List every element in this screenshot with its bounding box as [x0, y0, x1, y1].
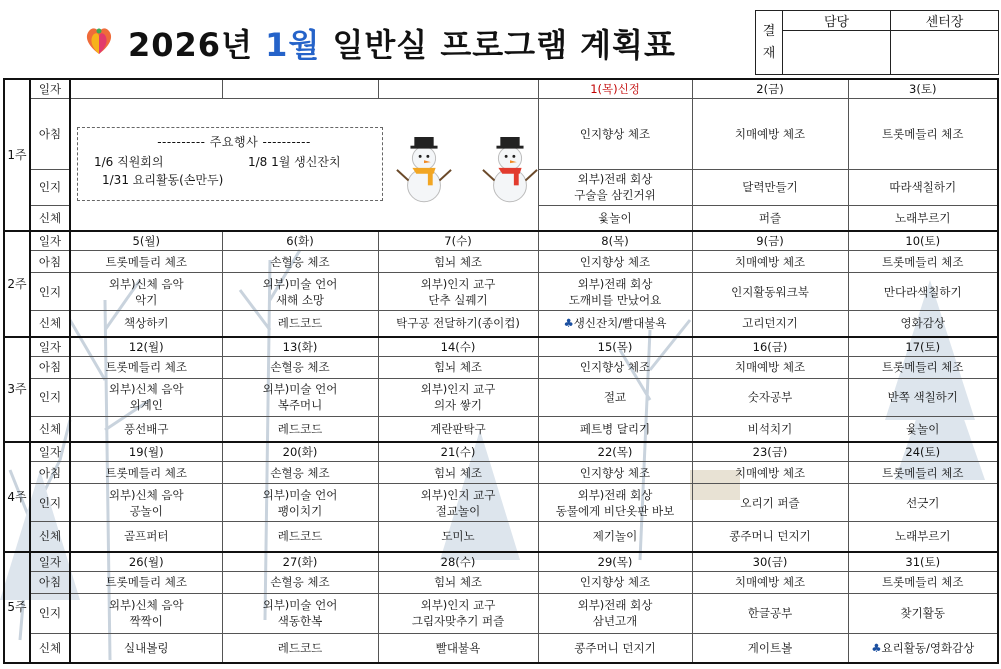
- cognitive-cell: 절교: [538, 378, 692, 416]
- morning-cell: 트롯메들리 체조: [848, 356, 998, 378]
- cognitive-cell: 한글공부: [692, 593, 848, 633]
- cognitive-cell: 반쪽 색칠하기: [848, 378, 998, 416]
- row-label-cognitive: 인지: [30, 273, 70, 311]
- date-cell: 14(수): [378, 337, 538, 357]
- cognitive-cell: 외부)미술 언어 팽이치기: [222, 484, 378, 522]
- week5-cognitive-row: [4, 593, 998, 633]
- cognitive-cell: 달력만들기: [692, 169, 848, 205]
- physical-cell: 레드코드: [222, 416, 378, 442]
- week-label: 3주: [4, 337, 30, 443]
- date-cell: 24(토): [848, 442, 998, 462]
- approval-col-2: 센터장: [891, 11, 999, 31]
- week5-morning-row: [4, 571, 998, 593]
- date-cell: 20(화): [222, 442, 378, 462]
- morning-cell: 인지향상 체조: [538, 571, 692, 593]
- morning-cell: 힘뇌 체조: [378, 571, 538, 593]
- cognitive-cell: 외부)인지 교구 의자 쌓기: [378, 378, 538, 416]
- events-box: [77, 127, 383, 201]
- morning-cell: 인지향상 체조: [538, 462, 692, 484]
- week2-cognitive-row: [4, 273, 998, 311]
- date-cell: 2(금): [692, 79, 848, 99]
- physical-cell: 제기놀이: [538, 522, 692, 552]
- row-label-cognitive: 인지: [30, 169, 70, 205]
- row-label-physical: 신체: [30, 205, 70, 231]
- week4-date-row: [4, 442, 998, 462]
- week3-cognitive-row: [4, 378, 998, 416]
- physical-cell: 탁구공 전달하기(종이컵): [378, 311, 538, 337]
- cognitive-cell: 외부)미술 언어 새해 소망: [222, 273, 378, 311]
- row-label-morning: 아침: [30, 571, 70, 593]
- spade-icon: ♣: [871, 640, 882, 655]
- cognitive-cell: 외부)미술 언어 복주머니: [222, 378, 378, 416]
- cognitive-cell: 만다라색칠하기: [848, 273, 998, 311]
- date-cell: 10(토): [848, 231, 998, 251]
- page-title: [128, 20, 676, 66]
- approval-sign-2[interactable]: [891, 31, 999, 75]
- cognitive-cell: 외부)신체 음악 짝짝이: [70, 593, 222, 633]
- events-cell: [70, 99, 538, 232]
- physical-cell: ♣요리활동/영화감상: [848, 633, 998, 663]
- morning-cell: 손혈응 체조: [222, 251, 378, 273]
- date-cell: 9(금): [692, 231, 848, 251]
- week3-morning-row: [4, 356, 998, 378]
- morning-cell: 손혈응 체조: [222, 462, 378, 484]
- physical-cell: 영화감상: [848, 311, 998, 337]
- physical-cell: 레드코드: [222, 633, 378, 663]
- morning-cell: 치매예방 체조: [692, 462, 848, 484]
- week-label: 2주: [4, 231, 30, 337]
- morning-cell: 트롯메들리 체조: [70, 571, 222, 593]
- week3-physical-row: [4, 416, 998, 442]
- physical-cell: 윷놀이: [538, 205, 692, 231]
- snowman-icon: [395, 127, 453, 205]
- morning-cell: 트롯메들리 체조: [70, 356, 222, 378]
- week5-physical-row: [4, 633, 998, 663]
- morning-cell: 치매예방 체조: [692, 356, 848, 378]
- date-cell: 7(수): [378, 231, 538, 251]
- week5-date-row: [4, 552, 998, 572]
- week2-physical-row: [4, 311, 998, 337]
- date-cell: 29(목): [538, 552, 692, 572]
- event-item: 1/8 1월 생신잔치: [248, 154, 341, 169]
- morning-cell: 트롯메들리 체조: [848, 251, 998, 273]
- morning-cell: 트롯메들리 체조: [70, 251, 222, 273]
- week4-physical-row: [4, 522, 998, 552]
- morning-cell: 힘뇌 체조: [378, 356, 538, 378]
- morning-cell: 트롯메들리 체조: [848, 462, 998, 484]
- physical-cell: 실내볼링: [70, 633, 222, 663]
- date-cell: 16(금): [692, 337, 848, 357]
- row-label-date: 일자: [30, 337, 70, 357]
- date-cell: 6(화): [222, 231, 378, 251]
- physical-cell: 레드코드: [222, 311, 378, 337]
- morning-cell: 손혈응 체조: [222, 356, 378, 378]
- cognitive-cell: 인지활동워크북: [692, 273, 848, 311]
- week2-date-row: [4, 231, 998, 251]
- week2-morning-row: [4, 251, 998, 273]
- physical-cell: 비석치기: [692, 416, 848, 442]
- physical-cell: 노래부르기: [848, 205, 998, 231]
- row-label-morning: 아침: [30, 356, 70, 378]
- date-cell: 30(금): [692, 552, 848, 572]
- date-cell: 19(월): [70, 442, 222, 462]
- date-cell: [378, 79, 538, 99]
- title-month: 1월: [265, 26, 321, 64]
- cognitive-cell: 숫자공부: [692, 378, 848, 416]
- approval-col-1: 담당: [783, 11, 891, 31]
- physical-cell: 계란판탁구: [378, 416, 538, 442]
- date-cell: [222, 79, 378, 99]
- morning-cell: 트롯메들리 체조: [848, 99, 998, 170]
- row-label-morning: 아침: [30, 99, 70, 170]
- date-cell: 17(토): [848, 337, 998, 357]
- morning-cell: 힘뇌 체조: [378, 251, 538, 273]
- row-label-physical: 신체: [30, 311, 70, 337]
- row-label-date: 일자: [30, 442, 70, 462]
- date-cell: 31(토): [848, 552, 998, 572]
- row-label-cognitive: 인지: [30, 378, 70, 416]
- morning-cell: 힘뇌 체조: [378, 462, 538, 484]
- cognitive-cell: 외부)신체 음악 외계인: [70, 378, 222, 416]
- date-cell: 3(토): [848, 79, 998, 99]
- week4-morning-row: [4, 462, 998, 484]
- row-label-physical: 신체: [30, 416, 70, 442]
- physical-cell: 빨대불욕: [378, 633, 538, 663]
- morning-cell: 인지향상 체조: [538, 356, 692, 378]
- morning-cell: 치매예방 체조: [692, 251, 848, 273]
- row-label-date: 일자: [30, 79, 70, 99]
- date-cell: 8(목): [538, 231, 692, 251]
- snowman-icon: [481, 127, 538, 205]
- row-label-cognitive: 인지: [30, 484, 70, 522]
- week1-morning-row: [4, 99, 998, 170]
- row-label-date: 일자: [30, 552, 70, 572]
- week3-date-row: [4, 337, 998, 357]
- cognitive-cell: 찾기활동: [848, 593, 998, 633]
- cognitive-cell: 외부)미술 언어 색동한복: [222, 593, 378, 633]
- cognitive-cell: 선긋기: [848, 484, 998, 522]
- physical-cell: 콩주머니 던지기: [538, 633, 692, 663]
- week-label: 1주: [4, 79, 30, 231]
- morning-cell: 손혈응 체조: [222, 571, 378, 593]
- physical-cell: 레드코드: [222, 522, 378, 552]
- cognitive-cell: 외부)인지 교구 단추 실꿰기: [378, 273, 538, 311]
- cognitive-cell: 외부)인지 교구 절교놀이: [378, 484, 538, 522]
- week4-cognitive-row: [4, 484, 998, 522]
- cognitive-cell: 오리기 퍼즐: [692, 484, 848, 522]
- title-year: 2026년: [128, 26, 253, 64]
- cognitive-cell: 외부)인지 교구 그림자맞추기 퍼즐: [378, 593, 538, 633]
- events-title: ---------- 주요행사 ----------: [157, 134, 311, 149]
- approval-label: 결 재: [756, 11, 783, 75]
- row-label-morning: 아침: [30, 251, 70, 273]
- cognitive-cell: 외부)신체 음악 공놀이: [70, 484, 222, 522]
- event-item: 1/6 직원회의: [94, 154, 164, 169]
- physical-cell: ♣생신잔치/빨대불욕: [538, 311, 692, 337]
- row-label-date: 일자: [30, 231, 70, 251]
- heart-logo-icon: [84, 24, 114, 56]
- morning-cell: 치매예방 체조: [692, 571, 848, 593]
- date-cell: 28(수): [378, 552, 538, 572]
- row-label-physical: 신체: [30, 633, 70, 663]
- morning-cell: 트롯메들리 체조: [848, 571, 998, 593]
- physical-cell: 퍼즐: [692, 205, 848, 231]
- date-cell: 5(월): [70, 231, 222, 251]
- approval-box: [755, 10, 999, 75]
- row-label-physical: 신체: [30, 522, 70, 552]
- cognitive-cell: 외부)전래 회상 도깨비를 만났어요: [538, 273, 692, 311]
- event-item: 1/31 요리활동(손만두): [102, 172, 224, 187]
- date-cell: 26(월): [70, 552, 222, 572]
- date-cell: 21(수): [378, 442, 538, 462]
- cognitive-cell: 외부)전래 회상 구술을 삼킨거위: [538, 169, 692, 205]
- week-label: 4주: [4, 442, 30, 552]
- cognitive-cell: 따라색칠하기: [848, 169, 998, 205]
- week-label: 5주: [4, 552, 30, 664]
- date-cell: 12(월): [70, 337, 222, 357]
- morning-cell: 인지향상 체조: [538, 251, 692, 273]
- physical-cell: 고리던지기: [692, 311, 848, 337]
- physical-cell: 페트병 달리기: [538, 416, 692, 442]
- morning-cell: 트롯메들리 체조: [70, 462, 222, 484]
- week1-date-row: [4, 79, 998, 99]
- physical-cell: 노래부르기: [848, 522, 998, 552]
- date-cell: 15(목): [538, 337, 692, 357]
- physical-cell: 책상하키: [70, 311, 222, 337]
- physical-cell: 도미노: [378, 522, 538, 552]
- date-cell-holiday: 1(목)신정: [538, 79, 692, 99]
- cognitive-cell: 외부)전래 회상 삼년고개: [538, 593, 692, 633]
- title-rest: 일반실 프로그램 계획표: [332, 26, 676, 64]
- morning-cell: 인지향상 체조: [538, 99, 692, 170]
- header: [0, 0, 1001, 78]
- schedule-table: [3, 78, 999, 664]
- date-cell: 13(화): [222, 337, 378, 357]
- physical-cell: 게이트볼: [692, 633, 848, 663]
- morning-cell: 치매예방 체조: [692, 99, 848, 170]
- cognitive-cell: 외부)전래 회상 동물에게 비단옷판 바보: [538, 484, 692, 522]
- physical-cell: 콩주머니 던지기: [692, 522, 848, 552]
- physical-cell: 풍선배구: [70, 416, 222, 442]
- approval-sign-1[interactable]: [783, 31, 891, 75]
- date-cell: 27(화): [222, 552, 378, 572]
- date-cell: [70, 79, 222, 99]
- physical-cell: 골프퍼터: [70, 522, 222, 552]
- cognitive-cell: 외부)신체 음악 악기: [70, 273, 222, 311]
- date-cell: 23(금): [692, 442, 848, 462]
- row-label-morning: 아침: [30, 462, 70, 484]
- date-cell: 22(목): [538, 442, 692, 462]
- spade-icon: ♣: [563, 316, 574, 331]
- physical-cell: 윷놀이: [848, 416, 998, 442]
- row-label-cognitive: 인지: [30, 593, 70, 633]
